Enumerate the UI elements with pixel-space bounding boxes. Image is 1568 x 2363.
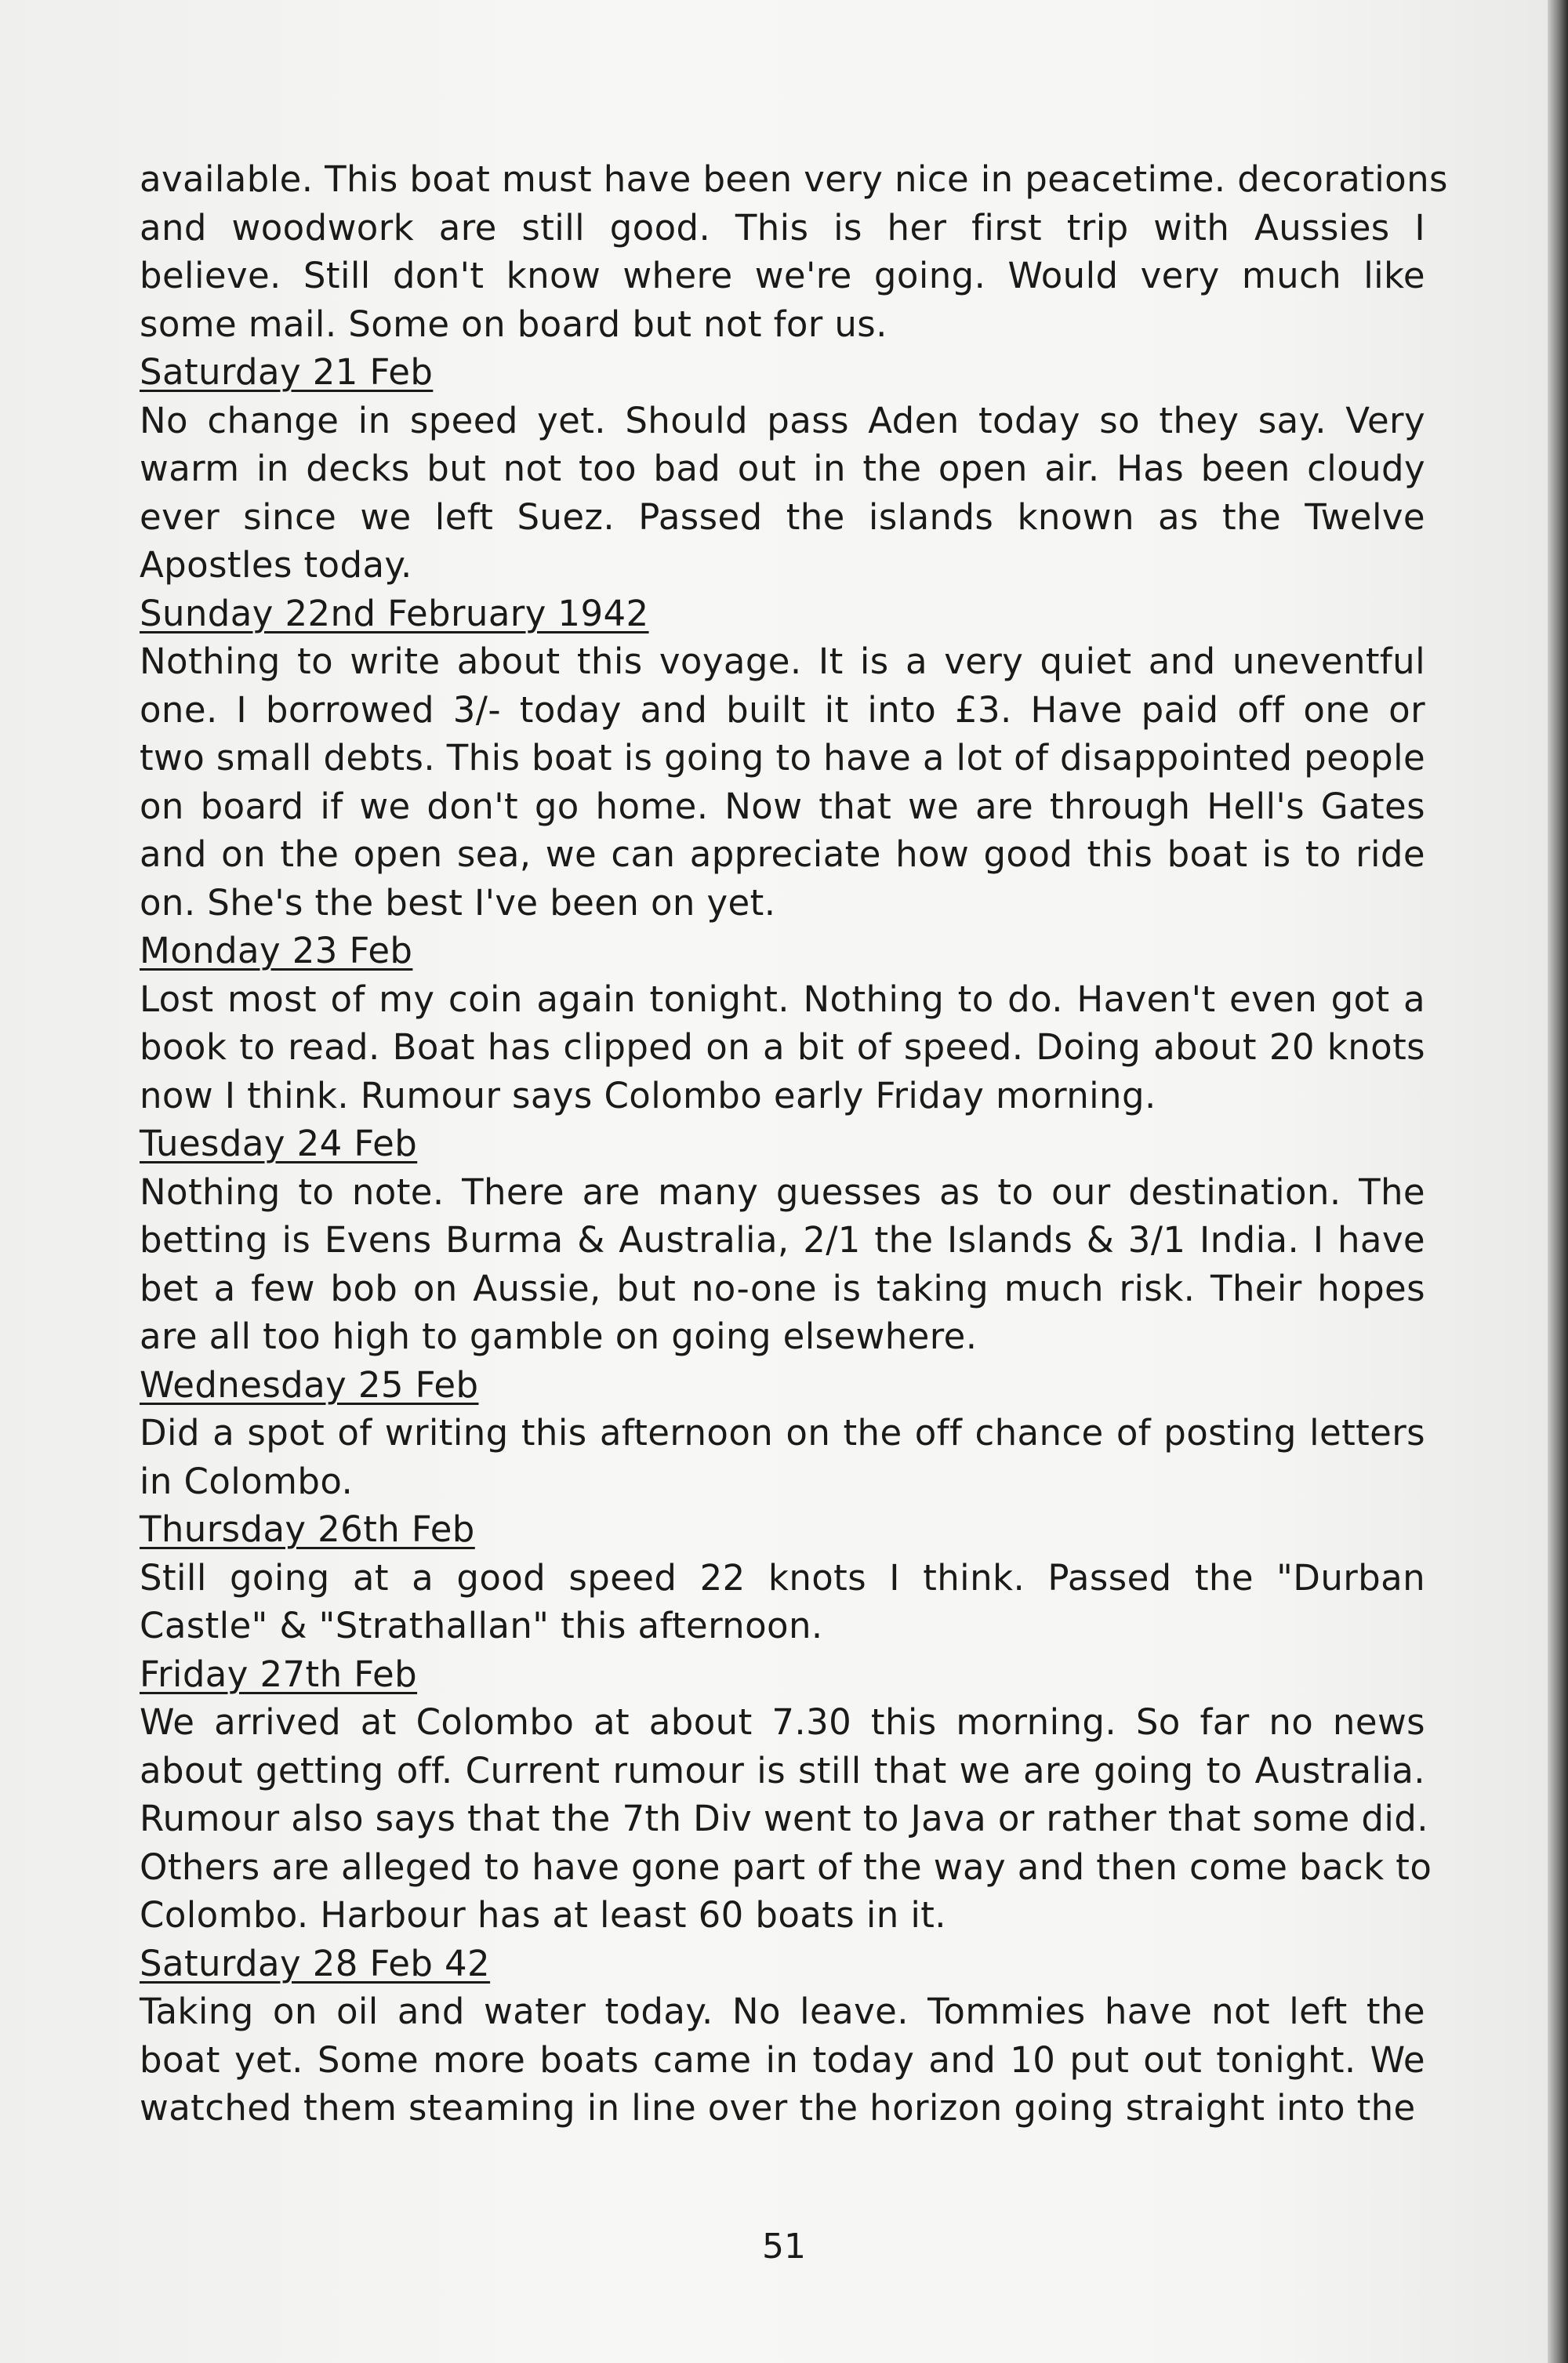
entry-text-line: and woodwork are still good. This is her first trip with Aussies I <box>140 206 1425 249</box>
entry-text-line: Apostles today. <box>140 544 412 586</box>
entry-text-line: now I think. Rumour says Colombo early Friday morning. <box>140 1074 1156 1116</box>
entry-date-text: Saturday 28 Feb 42 <box>140 1942 491 1984</box>
entry-text-line: and on the open sea, we can appreciate how good this boat is to ride <box>140 833 1425 875</box>
entry-date-text: Wednesday 25 Feb <box>140 1363 479 1406</box>
entry-text-line: Others are alleged to have gone part of the way and then come back to <box>140 1846 1432 1888</box>
entry-text-line: about getting off. Current rumour is still that we are going to Australia. <box>140 1749 1425 1791</box>
entry-text-line: some mail. Some on board but not for us. <box>140 303 887 345</box>
book-spine-shadow <box>1548 0 1568 2363</box>
entry-text-line: Nothing to note. There are many guesses as to our destination. The <box>140 1171 1425 1213</box>
entry-text-line: on. She's the best I've been on yet. <box>140 881 776 924</box>
entry-text-line: believe. Still don't know where we're going. Would very much like <box>140 255 1425 296</box>
entry-text-line: one. I borrowed 3/- today and built it into £3. Have paid off one or <box>140 688 1425 731</box>
entry-text-line: betting is Evens Burma & Australia, 2/1 the Islands & 3/1 India. I have <box>140 1219 1425 1261</box>
entry-text-line: No change in speed yet. Should pass Aden today so they say. Very <box>140 399 1425 441</box>
entry-text-line: Colombo. Harbour has at least 60 boats in it. <box>140 1894 947 1936</box>
entry-text-line: two small debts. This boat is going to have a lot of disappointed people <box>140 737 1426 779</box>
entry-date-heading <box>140 927 1425 975</box>
entry-date-text: Tuesday 24 Feb <box>140 1123 418 1164</box>
entry-date-text: Friday 27th Feb <box>140 1653 418 1695</box>
diary-text <box>140 155 1448 2133</box>
entry-text-line: warm in decks but not too bad out in the open air. Has been cloudy <box>140 448 1425 489</box>
entry-text-line: boat yet. Some more boats came in today and 10 put out tonight. We <box>140 2038 1425 2081</box>
entry-text-line: Taking on oil and water today. No leave. Tommies have not left the <box>140 1991 1425 2032</box>
entry-date-heading <box>140 1361 1425 1410</box>
entry-date-heading <box>140 1650 1425 1699</box>
entry-text-line: Did a spot of writing this afternoon on the off chance of posting letters <box>140 1412 1425 1454</box>
entry-date-heading <box>140 590 1425 638</box>
entry-date-heading <box>140 1940 1425 1988</box>
entry-date-text: Thursday 26th Feb <box>140 1508 475 1550</box>
entry-text-line: on board if we don't go home. Now that we are through Hell's Gates <box>140 785 1425 827</box>
entry-text-line: ever since we left Suez. Passed the islands known as the Twelve <box>140 495 1425 538</box>
entry-date-heading <box>140 1120 1425 1168</box>
entry-date-text: Sunday 22nd February 1942 <box>140 592 649 634</box>
entry-text-line: bet a few bob on Aussie, but no-one is taking much risk. Their hopes <box>140 1267 1425 1309</box>
entry-text-line: Nothing to write about this voyage. It is a very quiet and uneventful <box>140 641 1425 682</box>
entry-text-line: Still going at a good speed 22 knots I think. Passed the "Durban <box>140 1556 1425 1599</box>
entry-text-line: Castle" & "Strathallan" this afternoon. <box>140 1605 823 1646</box>
entry-text-line: watched them steaming in line over the horizon going straight into the <box>140 2087 1416 2129</box>
page-number: 51 <box>762 2227 806 2267</box>
entry-date-heading <box>140 348 1425 397</box>
entry-date-heading <box>140 1505 1425 1554</box>
entry-text-line: Lost most of my coin again tonight. Nothing to do. Haven't even got a <box>140 978 1425 1020</box>
entry-text-line: available. This boat must have been very nice in peacetime. decorations <box>140 158 1448 200</box>
entry-text-line: in Colombo. <box>140 1460 354 1502</box>
entry-text-line: are all too high to gamble on going elsewhere. <box>140 1316 978 1357</box>
entry-date-text: Saturday 21 Feb <box>140 351 434 393</box>
entry-text-line: Rumour also says that the 7th Div went to Java or rather that some did. <box>140 1798 1428 1839</box>
entry-text-line: We arrived at Colombo at about 7.30 this morning. So far no news <box>140 1701 1425 1743</box>
entry-text-line: book to read. Boat has clipped on a bit of speed. Doing about 20 knots <box>140 1026 1425 1068</box>
entry-date-text: Monday 23 Feb <box>140 930 413 971</box>
